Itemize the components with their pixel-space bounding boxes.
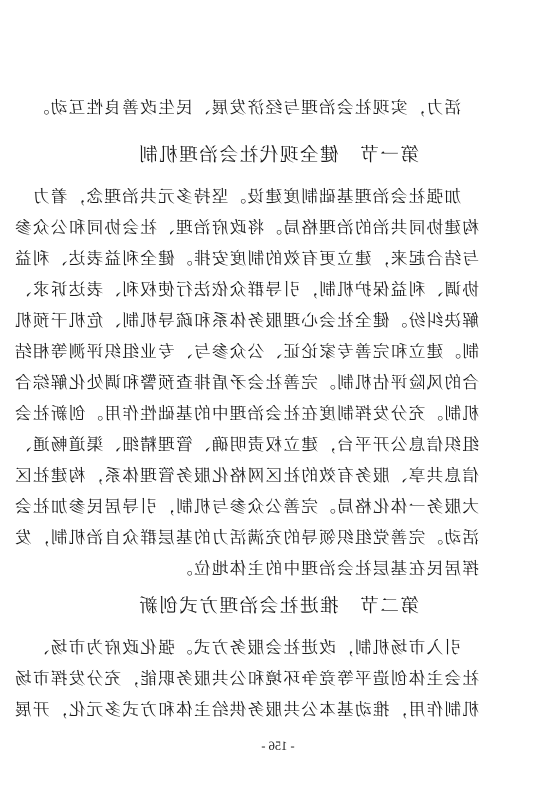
- section-1-line-10: 信息共享、服务有效的社区网格化服务管理体系，构建社区: [13, 466, 479, 485]
- section-1-line-8: 机制。充分发挥制度在社会治理中的基础性作用。创新社会: [13, 404, 479, 423]
- intro-text-line: 活力，实现社会治理与经济发展、民生改善良性互动。: [31, 98, 461, 117]
- section-1-line-12: 活动。完善党组织领导的充满活力的基层群众自治机制，发: [13, 528, 479, 547]
- section-1-line-6: 制。建立和完善专家论证、公众参与、专业组织评测等相结: [13, 342, 479, 361]
- section-1-line-9: 组织信息公开平台，建立权责明确、管理精细、渠道畅通、: [13, 435, 479, 454]
- section-1-heading: 第一节 健全现代社会治理机制: [137, 145, 419, 166]
- section-1-line-13: 挥居民在基层社会治理中的主体地位。: [174, 559, 479, 578]
- section-2-line-3: 机制作用，推动基本公共服务供给主体和方式多元化，开展: [13, 700, 479, 719]
- section-1-line-7: 合的风险评估机制。完善社会矛盾排查预警和调处化解综合: [13, 373, 479, 392]
- section-1-line-2: 构建协同共治的治理格局。将政府治理、社会协同和公众参: [13, 218, 479, 237]
- section-1-line-4: 协调、利益保护机制，引导群众依法行使权利、表达诉求、: [13, 280, 479, 299]
- page-number: - 156 -: [261, 739, 295, 753]
- section-2-heading: 第二节 推进社会治理方式创新: [137, 596, 419, 617]
- section-2-line-2: 社会主体创造平等竞争环境和公共服务职能，充分发挥市场: [13, 669, 479, 688]
- section-1-line-11: 大服务一体化格局。完善公众参与机制，引导居民参加社会: [13, 497, 479, 516]
- section-1-line-1: 加强社会治理基础制度建设。坚持多元共治理念，着力: [31, 187, 461, 206]
- section-2-line-1: 引入市场机制，改进社会服务方式。强化政府为市场、: [31, 638, 461, 657]
- section-1-line-5: 解决纠纷。健全社会心理服务体系和疏导机制、危机干预机: [13, 311, 479, 330]
- section-1-line-3: 与结合起来，建立更有效的制度安排。健全利益表达、利益: [13, 249, 479, 268]
